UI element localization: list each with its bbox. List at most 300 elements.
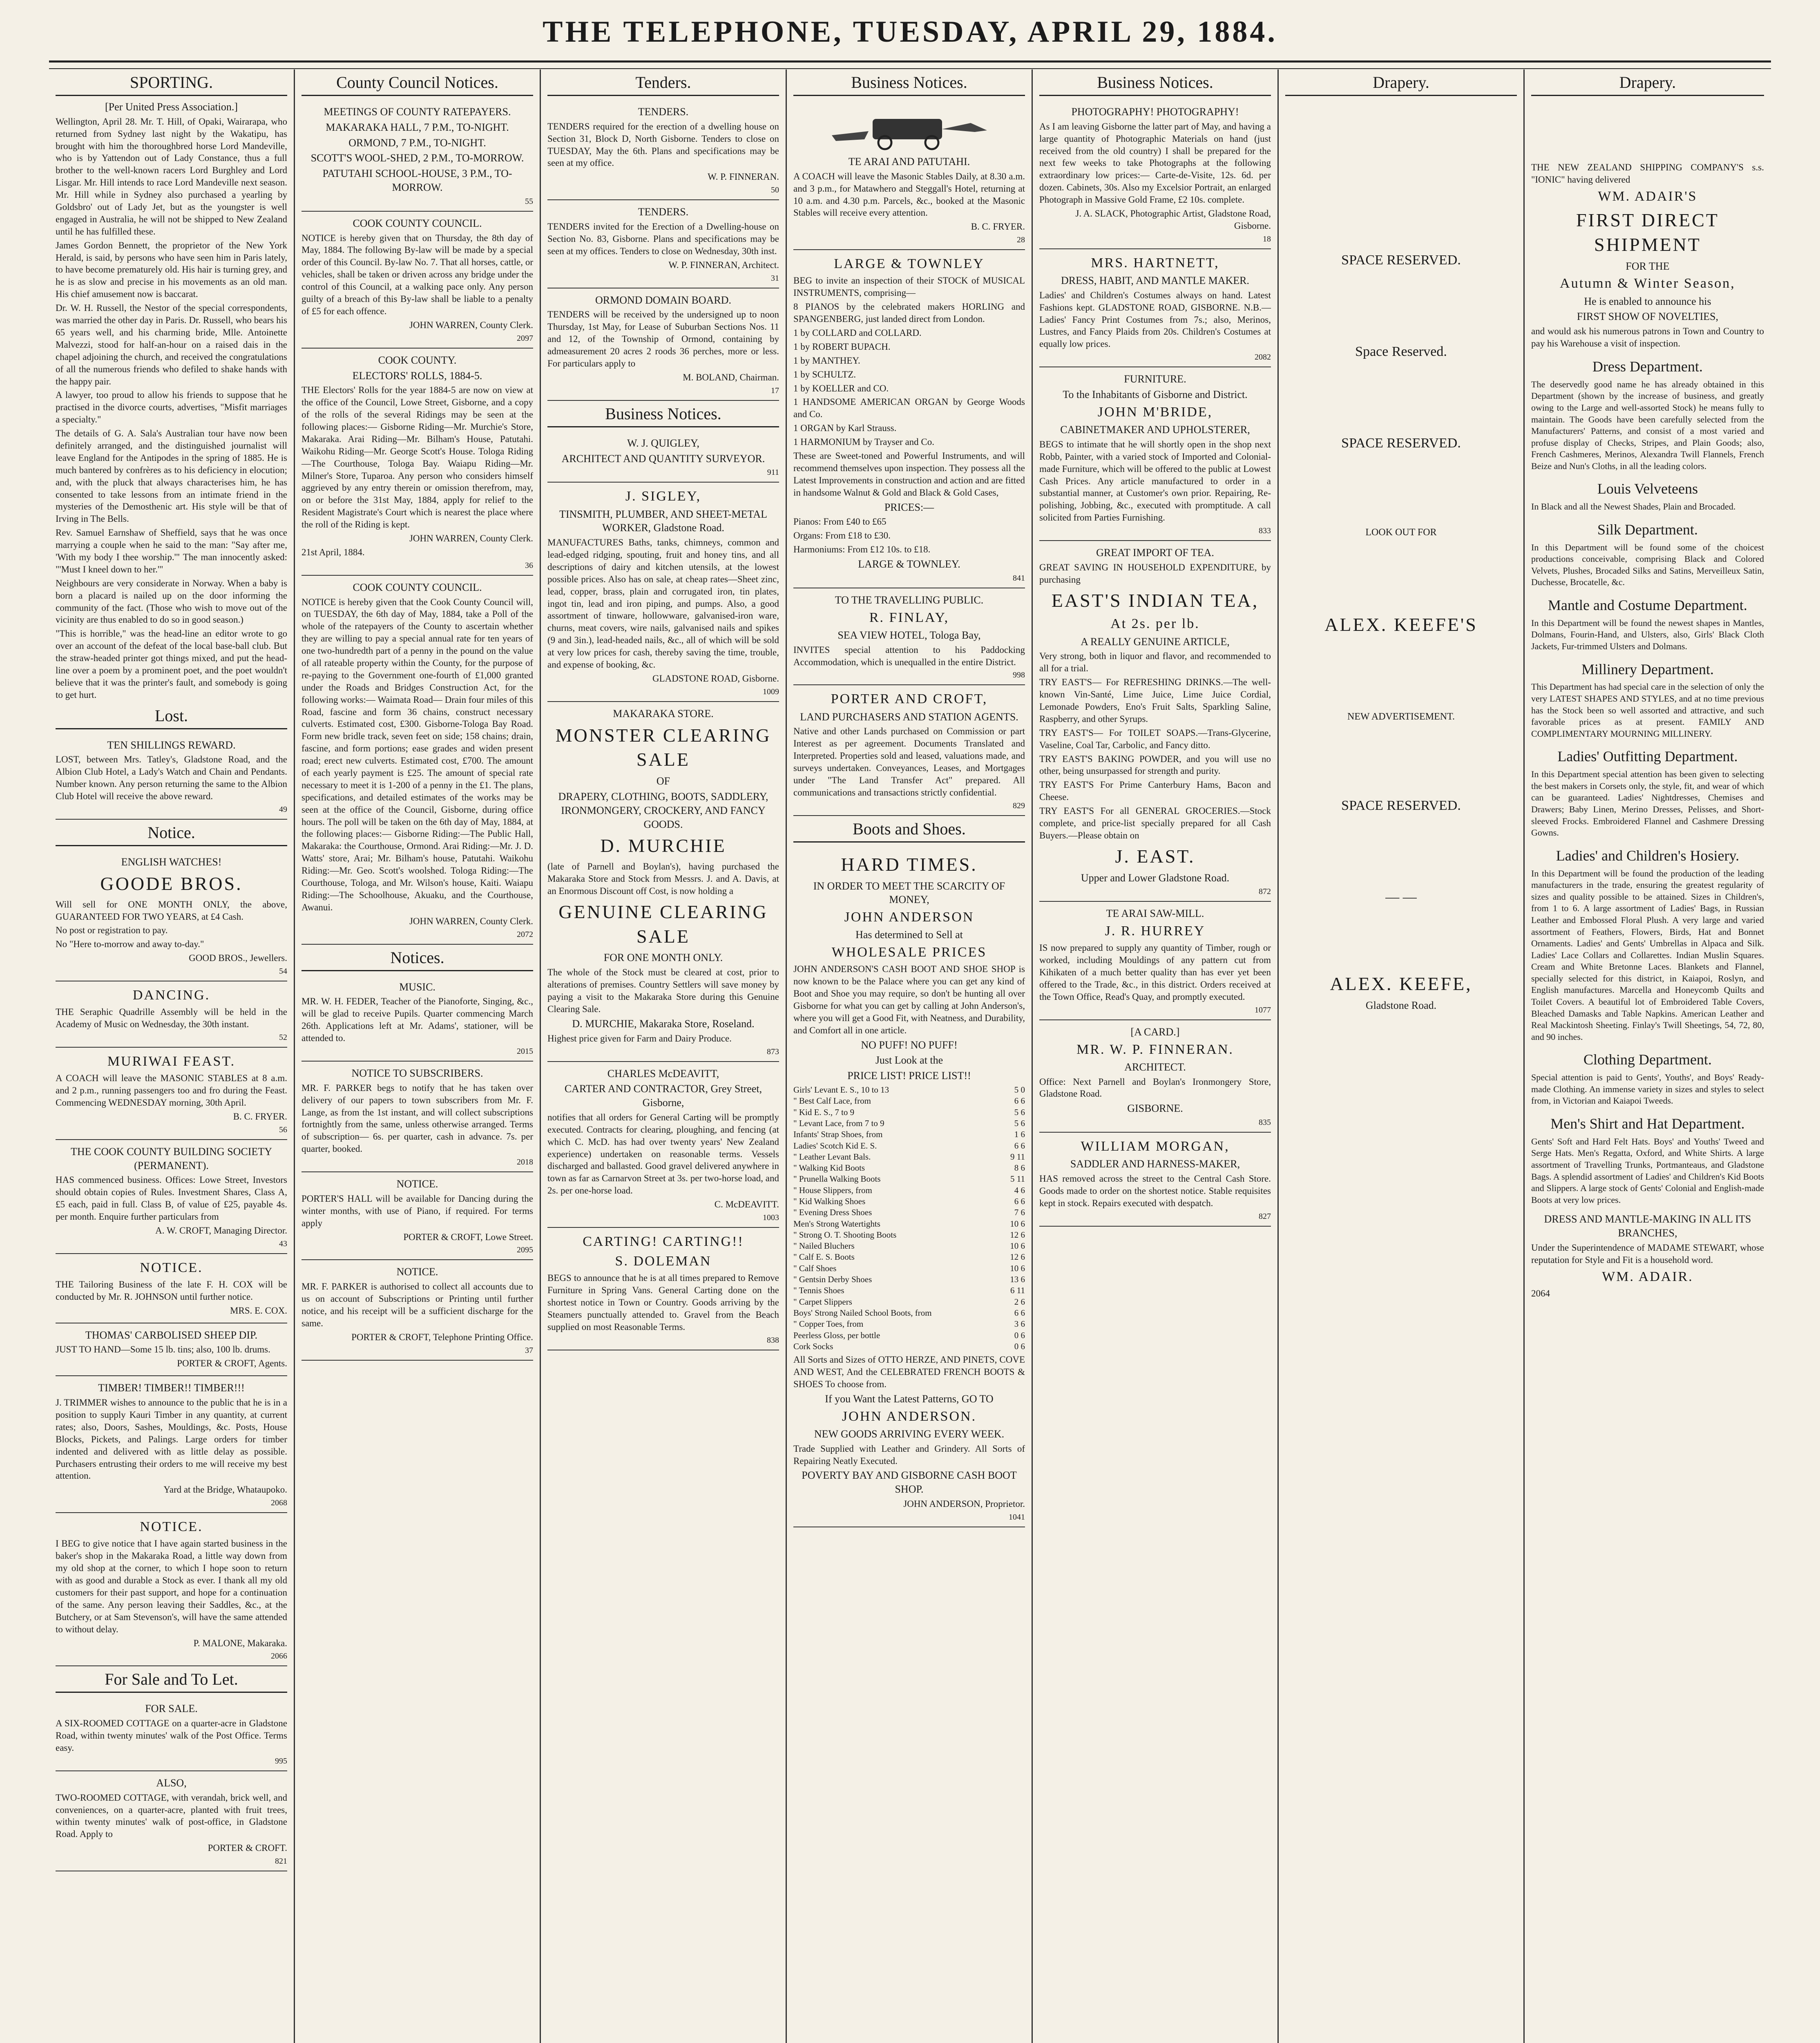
ad-text: All Sorts and Sizes of OTTO HERZE, AND PINETS, COVE AND WEST, And the CELEBRATED FRENCH BOOTS & SHOES To choose from.	[793, 1355, 1025, 1389]
price-item-name: " Calf E. S. Boots	[793, 1252, 855, 1262]
department-text: The deservedly good name he has already obtained in this Department (shown by the increase of business, and greatly owing to the Large and well-assorted Stock) he means fully to maintain. The Goods have been carefully selected from the Manufacturers' Patterns, and consist of a most varied and profuse display of Checks, Stripes, and Plain Goods; also, French Cashmeres, Merinos, Alexandra Twill Flannels, French Beize and Nun's Cloths, in all the leading colors.	[1531, 379, 1764, 471]
new-ad-label: NEW ADVERTISEMENT.	[1347, 711, 1455, 722]
ad-title: ORMOND DOMAIN BOARD.	[595, 294, 731, 306]
ad-title: THE COOK COUNTY BUILDING SOCIETY (PERMANENT).	[71, 1145, 272, 1171]
ad-number: 2064	[1531, 1288, 1550, 1299]
price-item-value: 3 6	[1014, 1319, 1025, 1329]
ad-text: MANUFACTURES Baths, tanks, chimneys, common and lead-edged ridging, spouting, fruit and honey tins, and all descriptions of dairy and kitchen utensils, at the lowest possible prices. Also has on sale, at cheap rates—Sheet zinc, lead, copper, brass, plain and corrugated iron, tin plates, ingot tin, lead and iron piping, and pumps. Also, a good assortment of tinware, hollowware, galvanised-iron ware, churns, meat covers, wire nails, galvanised nails and spikes (9 and 3in.), lead-headed nails, &c., all of which will be sold at very low prices for cash, thereby saving the time, trouble, and expense of booking, &c.	[547, 537, 779, 670]
ad-title: W. J. QUIGLEY,	[627, 437, 699, 449]
ad-text: Very strong, both in liquor and flavor, and recommended to all for a trial.	[1039, 651, 1271, 674]
ad-subtitle: ARCHITECT AND QUANTITY SURVEYOR.	[561, 452, 765, 465]
ad-number: 17	[771, 386, 779, 395]
bylaw-notice	[301, 212, 533, 349]
instrument-item: 1 by KOELLER and CO.	[793, 383, 889, 393]
ratepayers-meetings	[301, 100, 533, 212]
price-item-name: " Best Calf Lace, from	[793, 1096, 871, 1106]
ad-number: 1003	[763, 1213, 779, 1223]
article-paragraph: The details of G. A. Sala's Australian tour have now been definitely arranged, and the distinguished journalist will leave England for the Antipodes in the spring of 1885. He is much bantered by confrères as to his deficiency in elocution; and, with the pluck that always characterises him, he has consented to take lessons from an intimate friend in the mysteries of the Demosthenic art. His style will be that of Irving in The Bells.	[56, 428, 287, 524]
ad-text: These are Sweet-toned and Powerful Instruments, and will recommend themselves upon inspection. They possess all the Latest Improvements in construction and action and are fitted in handsome Walnut & Gold and Black & Gold Cases,	[793, 451, 1025, 498]
price-item-value: 0 6	[1014, 1330, 1025, 1340]
ad-signature: C. McDEAVITT.	[714, 1199, 779, 1210]
ad-title: GREAT IMPORT OF TEA.	[1096, 547, 1214, 559]
department-heading: Mantle and Costume Department.	[1548, 597, 1747, 614]
ad-subtitle: SEA VIEW HOTEL, Tologa Bay,	[837, 629, 981, 641]
department-text: This Department has had special care in the selection of only the very LATEST SHAPES AND STYLES, and at no time previous has the Stock been so well assorted and attractive, and such favorable prices as at present. FAMILY AND COMPLIMENTARY MOURNING MILLINERY.	[1531, 682, 1764, 739]
ad-headline: GOODE BROS.	[100, 873, 243, 894]
ad-headline: S. DOLEMAN	[615, 1254, 712, 1269]
dancing-ad	[56, 981, 287, 1048]
ad-number: 37	[525, 1346, 533, 1355]
ad-text: Will sell for ONE MONTH ONLY, the above, GUARANTEED FOR TWO YEARS, at £4 Cash.	[56, 899, 287, 922]
ad-number: 55	[525, 197, 533, 206]
ad-signature: M. BOLAND, Chairman.	[683, 372, 779, 382]
price-row	[793, 1218, 1025, 1229]
department-text: In this Department special attention has been given to selecting the best makers in Corsets only, the style, fit, and wear of which can be guaranteed. Ladies' Nightdresses, Chemises and Drawers; Baby Linen, Merino Dresses, Pelisses, and Short-sleeved Frocks. Embroidered Flannel and Cashmere Dressing Gowns.	[1531, 769, 1764, 838]
ad-text: and would ask his numerous patrons in Town and Country to pay his Warehouse a visit of inspection.	[1531, 326, 1764, 349]
price-row	[793, 1341, 1025, 1352]
department-heading: Ladies' Outfitting Department.	[1557, 748, 1738, 765]
furniture-ad	[1039, 367, 1271, 541]
tender-ad	[547, 200, 779, 288]
price-item-value: 6 6	[1014, 1096, 1025, 1106]
ad-text: BEG to invite an inspection of their STOCK of MUSICAL INSTRUMENTS, comprising—	[793, 275, 1025, 298]
ad-subtitle: If you Want the Latest Patterns, GO TO	[825, 1393, 994, 1405]
ad-subtitle: ARCHITECT.	[1124, 1061, 1186, 1073]
hall-notice	[301, 1172, 533, 1260]
price-row	[793, 1308, 1025, 1319]
ad-title: MAKARAKA STORE.	[613, 707, 714, 720]
mantle-making: DRESS AND MANTLE-MAKING IN ALL ITS BRANCHES,	[1544, 1213, 1751, 1239]
ad-signature: J. A. SLACK, Photographic Artist, Gladstone Road, Gisborne.	[1075, 208, 1271, 231]
ad-number: 18	[1263, 234, 1271, 244]
price-row	[793, 1263, 1025, 1274]
ad-number: 827	[1259, 1211, 1271, 1221]
ad-signature: JOHN WARREN, County Clerk.	[409, 916, 533, 926]
instrument-item: 1 HARMONIUM by Trayser and Co.	[793, 437, 935, 447]
ad-signature: JOHN WARREN, County Clerk.	[409, 320, 533, 330]
ad-subtitle: To the Inhabitants of Gisborne and District.	[1063, 389, 1248, 401]
ad-text: GREAT SAVING IN HOUSEHOLD EXPENDITURE, by purchasing	[1039, 562, 1271, 585]
separator-dash: — —	[1385, 889, 1417, 905]
price-row	[793, 1151, 1025, 1162]
ad-subtitle: He is enabled to announce his	[1584, 295, 1711, 307]
cottage-sale-ad	[56, 1697, 287, 1771]
ad-signature: A. W. CROFT, Managing Director.	[155, 1225, 287, 1236]
column-heading: SPORTING.	[56, 69, 287, 96]
ad-text: MR. W. H. FEDER, Teacher of the Pianoforte, Singing, &c., will be glad to receive Pupils. Quarter commencing March 26th. Applications left at Mr. Adams', stationer, will be attended to.	[301, 996, 533, 1044]
ad-title: MRS. HARTNETT,	[1091, 255, 1219, 270]
price-item-name: Girls' Levant E. S., 10 to 13	[793, 1085, 889, 1095]
price-row	[793, 1107, 1025, 1118]
ad-subtitle: POVERTY BAY AND GISBORNE CASH BOOT SHOP.	[802, 1469, 1017, 1495]
section-heading: Notice.	[56, 820, 287, 846]
price-item-value: 1 6	[1014, 1129, 1025, 1140]
column-business-notices-1	[787, 69, 1033, 2043]
department-heading: Dress Department.	[1592, 358, 1703, 375]
ad-text: MR. F. PARKER is authorised to collect all accounts due to us on account of Subscriptions or Printing until further notice, and his receipt will be a sufficient discharge for the same.	[301, 1281, 533, 1328]
ad-number: 28	[1017, 235, 1025, 245]
price-item-name: " Leather Levant Bals.	[793, 1151, 871, 1162]
price-item-name: " Kid Walking Shoes	[793, 1196, 866, 1206]
article-paragraph: James Gordon Bennett, the proprietor of the New York Herald, is said, by persons who have seen him in Paris lately, to have become prematurely old. His hair is turning grey, and he is as slow and precise in his movements as an old man. His chief amusement now is baccarat.	[56, 240, 287, 300]
east-item: TRY EAST'S For Prime Canterbury Hams, Bacon and Cheese.	[1039, 780, 1271, 802]
instrument-item: 1 by COLLARD and COLLARD.	[793, 328, 922, 338]
porter-croft-ad	[793, 685, 1025, 816]
price-row	[793, 1319, 1025, 1330]
ad-text: BEGS to intimate that he will shortly open in the shop next Robb, Painter, with a varied stock of Imported and Colonial-made Furniture, which will be offered to the public at Lowest Cash Prices. Any article manufactured to order in a substantial manner, at Customer's own prior. Repairing, Re-polishing, Jobbing, &c., executed with promptitude. A call solicited from Parties Furnishing.	[1039, 439, 1271, 523]
ad-text: NOTICE is hereby given that on Thursday, the 8th day of May, 1884. The following By-law will be made by a special order of this Council. By-law No. 7. That all horses, cattle, or vehicles, shall be taken or driven across any bridge under the control of this Council, at a walking pace only. Any person guilty of a breach of this By-law shall be liable to a penalty of £5 for each offence.	[301, 232, 533, 316]
ad-title: COOK COUNTY COUNCIL.	[353, 217, 482, 229]
ad-subtitle: At 2s. per lb.	[1110, 616, 1200, 632]
ad-headline: JOHN M'BRIDE,	[1097, 404, 1213, 420]
ad-signature: D. MURCHIE, Makaraka Store, Roseland.	[572, 1017, 755, 1030]
ad-subtitle: CABINETMAKER AND UPHOLSTERER,	[1060, 424, 1250, 436]
ad-number: 829	[1013, 801, 1025, 810]
ad-title: MUSIC.	[399, 981, 435, 993]
east-item: TRY EAST'S BAKING POWDER, and you will use no other, being unsurpassed for strength and purity.	[1039, 753, 1271, 776]
ad-headline: MR. W. P. FINNERAN.	[1076, 1042, 1234, 1057]
prices-title: PRICES:—	[884, 501, 934, 513]
ad-number: 1041	[1009, 1512, 1025, 1522]
price-item-name: Cork Socks	[793, 1341, 833, 1351]
price-row	[793, 1140, 1025, 1151]
look-out-label: LOOK OUT FOR	[1365, 527, 1437, 538]
ad-text: TWO-ROOMED COTTAGE, with verandah, brick well, and conveniences, on a quarter-acre, planted with fruit trees, within twenty minutes' walk of post-office, in Gladstone Road. Apply to	[56, 1792, 287, 1840]
ad-subtitle: A REALLY GENUINE ARTICLE,	[1081, 635, 1230, 648]
ad-headline: HARD TIMES.	[841, 854, 978, 875]
article-paragraph: A lawyer, too proud to allow his friends to suppose that he practised in the divorce courts, advertises, "Misfit marriages a specialty."	[56, 390, 287, 425]
ad-text: JUST TO HAND—Some 15 lb. tins; also, 100 lb. drums.	[56, 1344, 270, 1355]
column-tenders	[541, 69, 787, 2043]
ad-title: MEETINGS OF COUNTY RATEPAYERS.	[324, 106, 511, 118]
meeting-item: PATUTAHI SCHOOL-HOUSE, 3 P.M., TO-MORROW.	[322, 168, 512, 193]
ad-subtitle: FOR ONE MONTH ONLY.	[603, 952, 723, 964]
ad-headline: EAST'S INDIAN TEA,	[1051, 590, 1259, 611]
masthead-rule	[49, 60, 1771, 69]
ad-title: CHARLES McDEAVITT,	[607, 1067, 719, 1080]
ad-number: 2015	[517, 1046, 533, 1056]
ad-number: 872	[1259, 887, 1271, 896]
ad-number: 998	[1013, 671, 1025, 680]
ad-subtitle: ELECTORS' ROLLS, 1884-5.	[352, 369, 482, 382]
ad-title: [A CARD.]	[1130, 1026, 1180, 1038]
ad-headline: WHOLESALE PRICES	[831, 945, 987, 960]
tailoring-notice	[56, 1254, 287, 1323]
ad-number: 1009	[763, 687, 779, 696]
ad-title: NOTICE.	[396, 1266, 438, 1278]
ad-title: THOMAS' CARBOLISED SHEEP DIP.	[85, 1329, 258, 1341]
quigley-ad	[547, 431, 779, 483]
ad-number: 995	[275, 1756, 287, 1766]
ad-number: 833	[1259, 526, 1271, 536]
electors-rolls-notice	[301, 349, 533, 576]
department-text: In this Department will be found the newest shapes in Mantles, Dolmans, Fourin-Hand, and Ulsters, also, Girls' Black Cloth Jackets, Fur-trimmed Ulsters and Dolmans.	[1531, 617, 1764, 652]
ad-title: PHOTOGRAPHY! PHOTOGRAPHY!	[1071, 106, 1239, 118]
price-item-name: " Prunella Walking Boots	[793, 1174, 881, 1184]
ad-text: TENDERS required for the erection of a dwelling house on Section 31, Block D, North Gisborne. Tenders to close on TUESDAY, May the 6th. Plans and specifications may be seen at my office.	[547, 121, 779, 168]
finneran-card	[1039, 1020, 1271, 1133]
column-heading: Business Notices.	[1039, 69, 1271, 96]
ad-subtitle: OF	[656, 775, 670, 787]
ad-text: HAS commenced business. Offices: Lowe Street, Investors should obtain copies of Rules. Investment Shares, Class A, £5 each, paid in full. Class B, of value of £25, payable 4s. per month. Enquire further particulars from	[56, 1175, 287, 1222]
ad-text: BEGS to announce that he is at all times prepared to Remove Furniture in Spring Vans. General Carting done on the shortest notice in Town or Country. Goods arriving by the Steamers punctually attended to. Gravel from the Beach supplied on most Reasonable Terms.	[547, 1273, 779, 1332]
price-list	[793, 1084, 1025, 1352]
ad-title: FURNITURE.	[1124, 373, 1186, 385]
ad-headline: FIRST DIRECT SHIPMENT	[1576, 209, 1720, 255]
ad-subtitle: Just Look at the	[875, 1054, 943, 1066]
muriwai-ad	[56, 1048, 287, 1140]
ad-signature: WM. ADAIR.	[1602, 1269, 1693, 1284]
ad-subtitle: IN ORDER TO MEET THE SCARCITY OF MONEY,	[813, 880, 1005, 906]
ad-text: Trade Supplied with Leather and Grindery. All Sorts of Repairing Neatly Executed.	[793, 1443, 1025, 1466]
ad-number: 838	[767, 1335, 779, 1345]
department-text: Special attention is paid to Gents', Youths', and Boys' Ready-made Clothing. An immense variety in sizes and styles to select from, in Victorian and Kaiapoi Tweeds.	[1531, 1072, 1764, 1106]
price-row	[793, 1129, 1025, 1140]
ad-number: 2066	[271, 1652, 287, 1661]
ad-number: 54	[279, 967, 287, 976]
price-item-value: 10 6	[1010, 1263, 1025, 1273]
ad-number: 2097	[517, 333, 533, 343]
price-item-value: 4 6	[1014, 1185, 1025, 1195]
article-paragraph: Wellington, April 28. Mr. T. Hill, of Opaki, Wairarapa, who returned from Sydney last night by the Wakatipu, has brought with him the thoroughbred horse Lord Mandeville, who is by Yattendon out of Lady Constance, thus a full brother to the well-known racers Lord Burghley and Lord Lisgar. Mr. Hill intends to race Lord Mandeville next season. Mr. Hill while in Sydney also purchased a yearling by Goldsbro' out of Lady Jet, but as the youngster is well engaged in Australia, he will not be shipped to New Zealand until he has fulfilled these.	[56, 116, 287, 237]
price-row	[793, 1229, 1025, 1241]
sigley-ad	[547, 483, 779, 702]
price-item-value: 12 6	[1010, 1252, 1025, 1262]
price-item: Pianos: From £40 to £65	[793, 516, 887, 527]
price-item-value: 6 6	[1014, 1140, 1025, 1151]
column-drapery-adair	[1525, 69, 1771, 2043]
space-reserved: SPACE RESERVED.	[1341, 436, 1461, 451]
price-item-value: 12 6	[1010, 1229, 1025, 1240]
coach-ad	[793, 100, 1025, 250]
ad-headline: GENUINE CLEARING SALE	[558, 901, 768, 947]
column-county-council	[295, 69, 541, 2043]
ad-headline: JOHN ANDERSON.	[842, 1408, 977, 1424]
price-item-name: Infants' Strap Shoes, from	[793, 1129, 883, 1140]
subscribers-notice	[301, 1062, 533, 1172]
instrument-item: 1 HANDSOME AMERICAN ORGAN by George Woods and Co.	[793, 397, 1025, 420]
ad-title: TIMBER! TIMBER!! TIMBER!!!	[98, 1382, 245, 1394]
ad-title: NOTICE.	[140, 1519, 203, 1535]
price-row	[793, 1095, 1025, 1106]
ad-signature: P. MALONE, Makaraka.	[193, 1638, 287, 1648]
ad-text: MR. F. PARKER begs to notify that he has taken over delivery of our papers to town subscribers from Mr. F. Lange, as from the 1st instant, and will collect subscriptions fortnightly from the same, unless otherwise arranged. Terms of subscription— 6s. per quarter, cash in advance. 7s. per quarter, booked.	[301, 1082, 533, 1154]
price-item-value: 10 6	[1010, 1218, 1025, 1229]
ad-title: TE ARAI AND PATUTAHI.	[848, 156, 970, 168]
ad-text: No post or registration to pay.	[56, 925, 168, 936]
price-row	[793, 1084, 1025, 1095]
ad-title: PORTER AND CROFT,	[831, 691, 988, 707]
ad-title: WILLIAM MORGAN,	[1081, 1139, 1230, 1154]
ad-text: Under the Superintendence of MADAME STEWART, whose reputation for Style and Fit is a household word.	[1531, 1242, 1764, 1265]
ad-text: NOTICE is hereby given that the Cook County Council will, on TUESDAY, the 6th day of May, 1884, take a Poll of the whole of the ratepayers of the County to ascertain whether they are willing to pay a special annual rate for ten years of one two-hundredth part of a penny in the pound on the value of all rateable property within the County, for the purpose of re-paying to the Government one-fourth of £1,000 granted under the Roads and Bridges Construction Act, for the following works:— Waimata Road— Drain four miles of this Road, fascine and form 36 chains, construct necessary culverts. Estimated cost, £300. Gisborne-Tologa Bay Road. Form new bridle track, seven feet on side; 158 chains; drain, fascine, and form portions; ease grades and widen present road; erect new culverts. Estimated cost, £700. The amount of each yearly payment is £25. The amount of special rate necessary to meet it is 1-200 of a penny in the £1. The plans, specifications, and detailed estimates of the works may be seen at the office of the Council, Gisborne, during office hours. The poll will be taken on the 6th day of May, 1884, at the following places:— Gisborne Riding:—The Public Hall, Makaraka: the Courthouse, Ormond. Arai Riding:—Mr. J. D. Watts' store, Arai; Mr. Bilham's house, Patutahi. Waikohu Riding:—Mr. Geo. Scott's woolshed. Tologa Riding:—The Courthouse, Tologa, and Mr. Wilson's house, Kaiti. Waiapu Riding:—The Schoolhouse, Akuaku, and the Courthouse, Awanui.	[301, 597, 533, 912]
price-item-value: 13 6	[1010, 1274, 1025, 1285]
ad-text: TENDERS will be received by the undersigned up to noon Thursday, 1st May, for Lease of Suburban Sections Nos. 11 and 12, of the Township of Ormond, containing by admeasurement 20 acres 2 roods 36 perches, more or less. For particulars apply to	[547, 309, 779, 369]
ad-subtitle: FIRST SHOW OF NOVELTIES,	[1577, 311, 1719, 323]
east-item: TRY EAST'S— For REFRESHING DRINKS.—The well-known Vin-Santé, Lime Juice, Lime Juice Cordial, Lemonade Powders, Eno's Fruit Salts, Sparkling Saline, Raspberry, and other Syrups.	[1039, 677, 1271, 724]
ad-signature: B. C. FRYER.	[971, 221, 1025, 232]
ad-number: 821	[275, 1857, 287, 1866]
price-row	[793, 1330, 1025, 1341]
ad-text: Ladies' and Children's Costumes always on hand. Latest Fashions kept. GLADSTONE ROAD, GISBORNE. N.B.—Ladies' Fancy Print Costumes from 7s.; also, Merinos, Lustres, and Fancy Plaids from 20s. Children's Costumes at equally low prices.	[1039, 290, 1271, 349]
ad-signature: PORTER & CROFT.	[208, 1843, 287, 1853]
ad-text: Office: Next Parnell and Boylan's Ironmongery Store, Gladstone Road.	[1039, 1076, 1271, 1099]
price-row	[793, 1173, 1025, 1185]
ad-subtitle: NO PUFF! NO PUFF!	[861, 1039, 958, 1051]
article-paragraph: Rev. Samuel Earnshaw of Sheffield, says that he was once marrying a couple when he said to the man: "Say after me, 'With my body I thee worship.'" The man innocently asked: "'Must I kneel down to her.'"	[56, 528, 287, 574]
ad-number: 2082	[1255, 353, 1271, 362]
meeting-item: SCOTT'S WOOL-SHED, 2 P.M., TO-MORROW.	[310, 152, 524, 164]
ad-number: 911	[767, 468, 779, 477]
ad-number: 841	[1013, 573, 1025, 583]
space-reserved: SPACE RESERVED.	[1341, 798, 1461, 813]
price-item-value: 6 6	[1014, 1196, 1025, 1206]
ad-signature: W. P. FINNERAN.	[708, 172, 779, 182]
ad-text: No "Here to-morrow and away to-day."	[56, 939, 204, 950]
price-row	[793, 1252, 1025, 1263]
ad-headline: Autumn & Winter Season,	[1560, 276, 1735, 291]
cottage-also-ad	[56, 1771, 287, 1871]
ad-title: NOTICE TO SUBSCRIBERS.	[351, 1067, 483, 1079]
ad-subtitle: DRESS, HABIT, AND MANTLE MAKER.	[1061, 275, 1250, 286]
ad-number: 1077	[1255, 1005, 1271, 1015]
price-item-value: 10 6	[1010, 1241, 1025, 1251]
price-item: Harmoniums: From £12 10s. to £18.	[793, 544, 931, 555]
price-item-name: Boys' Strong Nailed School Boots, from	[793, 1308, 932, 1318]
price-row	[793, 1207, 1025, 1218]
ad-text: IS now prepared to supply any quantity of Timber, rough or worked, including Mouldings of any pattern cut from Kihikaten of a much better quality than has ever yet been offered to the Trade, &c., in this district. Orders received at the Town Office, Read's Quay, and promptly executed.	[1039, 943, 1271, 1002]
ad-signature: LARGE & TOWNLEY.	[858, 558, 960, 570]
tea-ad	[1039, 541, 1271, 902]
price-item-value: 5 0	[1014, 1085, 1025, 1095]
section-heading: Notices.	[301, 945, 533, 971]
section-heading: For Sale and To Let.	[56, 1666, 287, 1693]
instrument-item: 1 by ROBERT BUPACH.	[793, 341, 891, 352]
newspaper-title: THE TELEPHONE, TUESDAY, APRIL 29, 1884.	[543, 15, 1277, 49]
section-heading: Business Notices.	[547, 401, 779, 427]
price-item-value: 5 6	[1014, 1118, 1025, 1128]
ad-number: 2072	[517, 930, 533, 939]
ad-title: TE ARAI SAW-MILL.	[1106, 908, 1204, 920]
masthead	[0, 0, 1820, 61]
article-paragraph: Dr. W. H. Russell, the Nestor of the special correspondents, was married the other day in Paris. Dr. Russell, who bears his 65 years well, and his charming bride, Mlle. Antoinette Malvezzi, stood for half-an-hour on a raised dais in the chapel adjoining the church, and received the congratulations of all the numerous friends who defiled to shake hands with the happy pair.	[56, 303, 287, 387]
price-row	[793, 1274, 1025, 1285]
price-row	[793, 1118, 1025, 1129]
ad-signature: GISBORNE.	[1127, 1102, 1183, 1115]
makaraka-store-ad	[547, 702, 779, 1062]
price-item-name: " Copper Toes, from	[793, 1319, 864, 1329]
ad-title: TENDERS.	[638, 206, 689, 218]
ad-text: THE Tailoring Business of the late F. H. COX will be conducted by Mr. R. JOHNSON until further notice.	[56, 1279, 287, 1302]
building-society-ad	[56, 1140, 287, 1254]
columns	[49, 69, 1771, 2043]
tender-ad	[547, 100, 779, 200]
department-heading: Men's Shirt and Hat Department.	[1550, 1115, 1745, 1132]
department-text: Gents' Soft and Hard Felt Hats. Boys' and Youths' Tweed and Serge Hats. Men's Regatta, Oxford, and White Shirts. A large assortment of Travelling Trunks, Portmanteaus, and Gladstone Bags. A splendid assortment of Ladies' and Children's Kid Boots and Slippers. A large stock of Gents' Colonial and English-made Boots at very low prices.	[1531, 1136, 1764, 1205]
goods-list: DRAPERY, CLOTHING, BOOTS, SADDLERY, IRONMONGERY, CROCKERY, AND FANCY GOODS.	[558, 791, 768, 830]
ad-title: DANCING.	[132, 988, 210, 1003]
ad-text: INVITES special attention to his Paddocking Accommodation, which is unequalled in the entire District.	[793, 644, 1025, 667]
column-heading: Tenders.	[547, 69, 779, 96]
ad-title: TO THE TRAVELLING PUBLIC.	[835, 594, 984, 606]
ad-number: 873	[767, 1047, 779, 1056]
ad-subtitle: LAND PURCHASERS AND STATION AGENTS.	[800, 711, 1018, 723]
coach-illustration-icon	[824, 107, 995, 152]
domain-board-ad	[547, 288, 779, 401]
price-item-value: 5 11	[1010, 1174, 1025, 1184]
meeting-item: ORMOND, 7 P.M., TO-NIGHT.	[348, 136, 486, 149]
price-list-title: PRICE LIST! PRICE LIST!!	[847, 1070, 971, 1082]
ad-text: The whole of the Stock must be cleared at cost, prior to alterations of premises. Country Settlers will save money by paying a visit to the Makaraka Store during this Genuine Clearing Sale.	[547, 967, 779, 1014]
ad-number: 36	[525, 561, 533, 570]
instrument-item: 1 by MANTHEY.	[793, 355, 860, 366]
mcdeavitt-ad	[547, 1062, 779, 1228]
space-reserved: SPACE RESERVED.	[1341, 253, 1461, 268]
department-heading: Clothing Department.	[1583, 1051, 1712, 1068]
ad-title: NOTICE.	[140, 1260, 203, 1275]
ad-signature: J. EAST.	[1115, 845, 1195, 867]
ad-number: 2068	[271, 1498, 287, 1508]
price-row	[793, 1296, 1025, 1308]
price-item-value: 5 6	[1014, 1107, 1025, 1117]
column-heading: Business Notices.	[793, 69, 1025, 96]
ad-text: As I am leaving Gisborne the latter part of May, and having a large quantity of Photographic Materials on hand (just received from the old country) I shall be prepared for the next few weeks to take Photographs at the following extraordinary low prices:— Carte-de-Visite, 12s. 6d. per dozen. Cabinets, 30s. Also my Excelsior Portrait, an enlarged Photograph in Massive Gold Frame, £2 10s. complete.	[1039, 121, 1271, 205]
anderson-boots-ad	[793, 847, 1025, 1527]
department-heading: Louis Velveteens	[1597, 481, 1698, 497]
ad-text: LOST, between Mrs. Tatley's, Gladstone Road, and the Albion Club Hotel, a Lady's Watch and Chain and Pendants. Number known. Any person returning the same to the Albion Club Hotel will receive the above reward.	[56, 754, 287, 802]
ad-text: Native and other Lands purchased on Commission or part Interest as per agreement. Documents Translated and Interpreted. Properties sold and leased, valuations made, and surveys undertaken. Conveyances, Leases, and Mortgages under "The Land Transfer Act" prepared. All communications and transactions strictly confidential.	[793, 726, 1025, 798]
instrument-item: 1 ORGAN by Karl Strauss.	[793, 423, 897, 434]
column-sporting	[49, 69, 295, 2043]
hartnett-ad	[1039, 249, 1271, 367]
price-row	[793, 1241, 1025, 1252]
price-row	[793, 1196, 1025, 1207]
finlay-ad	[793, 588, 1025, 686]
ad-text: JOHN ANDERSON'S CASH BOOT AND SHOE SHOP is now known to be the Palace where you can get any kind of Boot and Shoe you may require, so don't be hunting all over Gisborne for what you can get by calling at John Anderson's, where you will get a Good Fit, with Neatness, and Durability, and Comfort all in one article.	[793, 964, 1025, 1035]
ad-signature: B. C. FRYER.	[233, 1111, 287, 1122]
ad-headline: MONSTER CLEARING SALE	[555, 724, 771, 770]
parker-notice	[301, 1260, 533, 1360]
ad-headline: J. R. HURREY	[1105, 923, 1206, 939]
east-item: TRY EAST'S For all GENERAL GROCERIES.—Stock complete, and price-list specially prepared for all Cash Buyers.—Please obtain on	[1039, 806, 1271, 840]
ad-text: A SIX-ROOMED COTTAGE on a quarter-acre in Gladstone Road, within twenty minutes' walk of the Post Office. Terms easy.	[56, 1718, 287, 1753]
watches-ad	[56, 850, 287, 981]
price-item-name: " House Slippers, from	[793, 1185, 872, 1195]
price-item: Organs: From £18 to £30.	[793, 530, 891, 541]
photography-ad	[1039, 100, 1271, 249]
price-item-value: 9 11	[1010, 1151, 1025, 1162]
ad-signature: GOOD BROS., Jewellers.	[189, 953, 287, 963]
department-text: In this Department will be found the production of the leading manufacturers in the trade, ensuring the greatest regularity of sizes and quality possible to be attained. Sizes in Children's, from 1 to 6. A large assortment of Ladies' Bags, in Russian Leather and Embossed Floral Plush. A very large and varied assortment of Feathers, Flowers, Birds, Hat and Bonnet Ornaments. Ladies' and Gents' Umbrellas in Alpaca and Silk. Ladies' Lace Collars and Collarettes. Indian Muslin Squares. Cream and White Bretonne Laces. Blankets and Flannel, specially selected for this district, in Kaiapoi, Roslyn, and English manufactures. Marcella and Honeycomb Quilts and Toilet Covers. A beautiful lot of Embroidered Table Covers, Bleached Damasks and Table Napkins. American Leather and Real Mackintosh Sheeting. Finlay's Twill Sheetings, 54, 72, 80, and 90 inches.	[1531, 868, 1764, 1042]
ad-subtitle: Upper and Lower Gladstone Road.	[1081, 872, 1230, 884]
price-item-value: 7 6	[1014, 1207, 1025, 1218]
ad-title: ENGLISH WATCHES!	[121, 856, 222, 868]
ad-number: 31	[771, 273, 779, 283]
department-text: In Black and all the Newest Shades, Plain and Brocaded.	[1531, 501, 1736, 512]
price-item-name: " Carpet Slippers	[793, 1296, 852, 1307]
department-heading: Silk Department.	[1597, 521, 1698, 538]
ad-text: notifies that all orders for General Carting will be promptly executed. Contracts for clearing, ploughing, and fencing (at which C. McD. has had over twenty years' New Zealand experience) undertaken on reasonable terms. Vessels discharged and ballasted. Good gravel delivered anywhere in town as far as Carnarvon Street at 3s. per two-horse load, and 2s. per one-horse load.	[547, 1112, 779, 1196]
ad-subtitle: CARTER AND CONTRACTOR, Grey Street, Gisborne,	[564, 1083, 762, 1109]
lost-ad	[56, 733, 287, 820]
ad-title: TENDERS.	[638, 106, 689, 118]
section-heading: Lost.	[56, 703, 287, 729]
ad-signature: GLADSTONE ROAD, Gisborne.	[652, 673, 779, 684]
price-item-name: " Evening Dress Shoes	[793, 1207, 872, 1218]
price-row	[793, 1185, 1025, 1196]
ad-signature: JOHN WARREN, County Clerk.	[409, 533, 533, 543]
price-item-name: " Calf Shoes	[793, 1263, 837, 1273]
